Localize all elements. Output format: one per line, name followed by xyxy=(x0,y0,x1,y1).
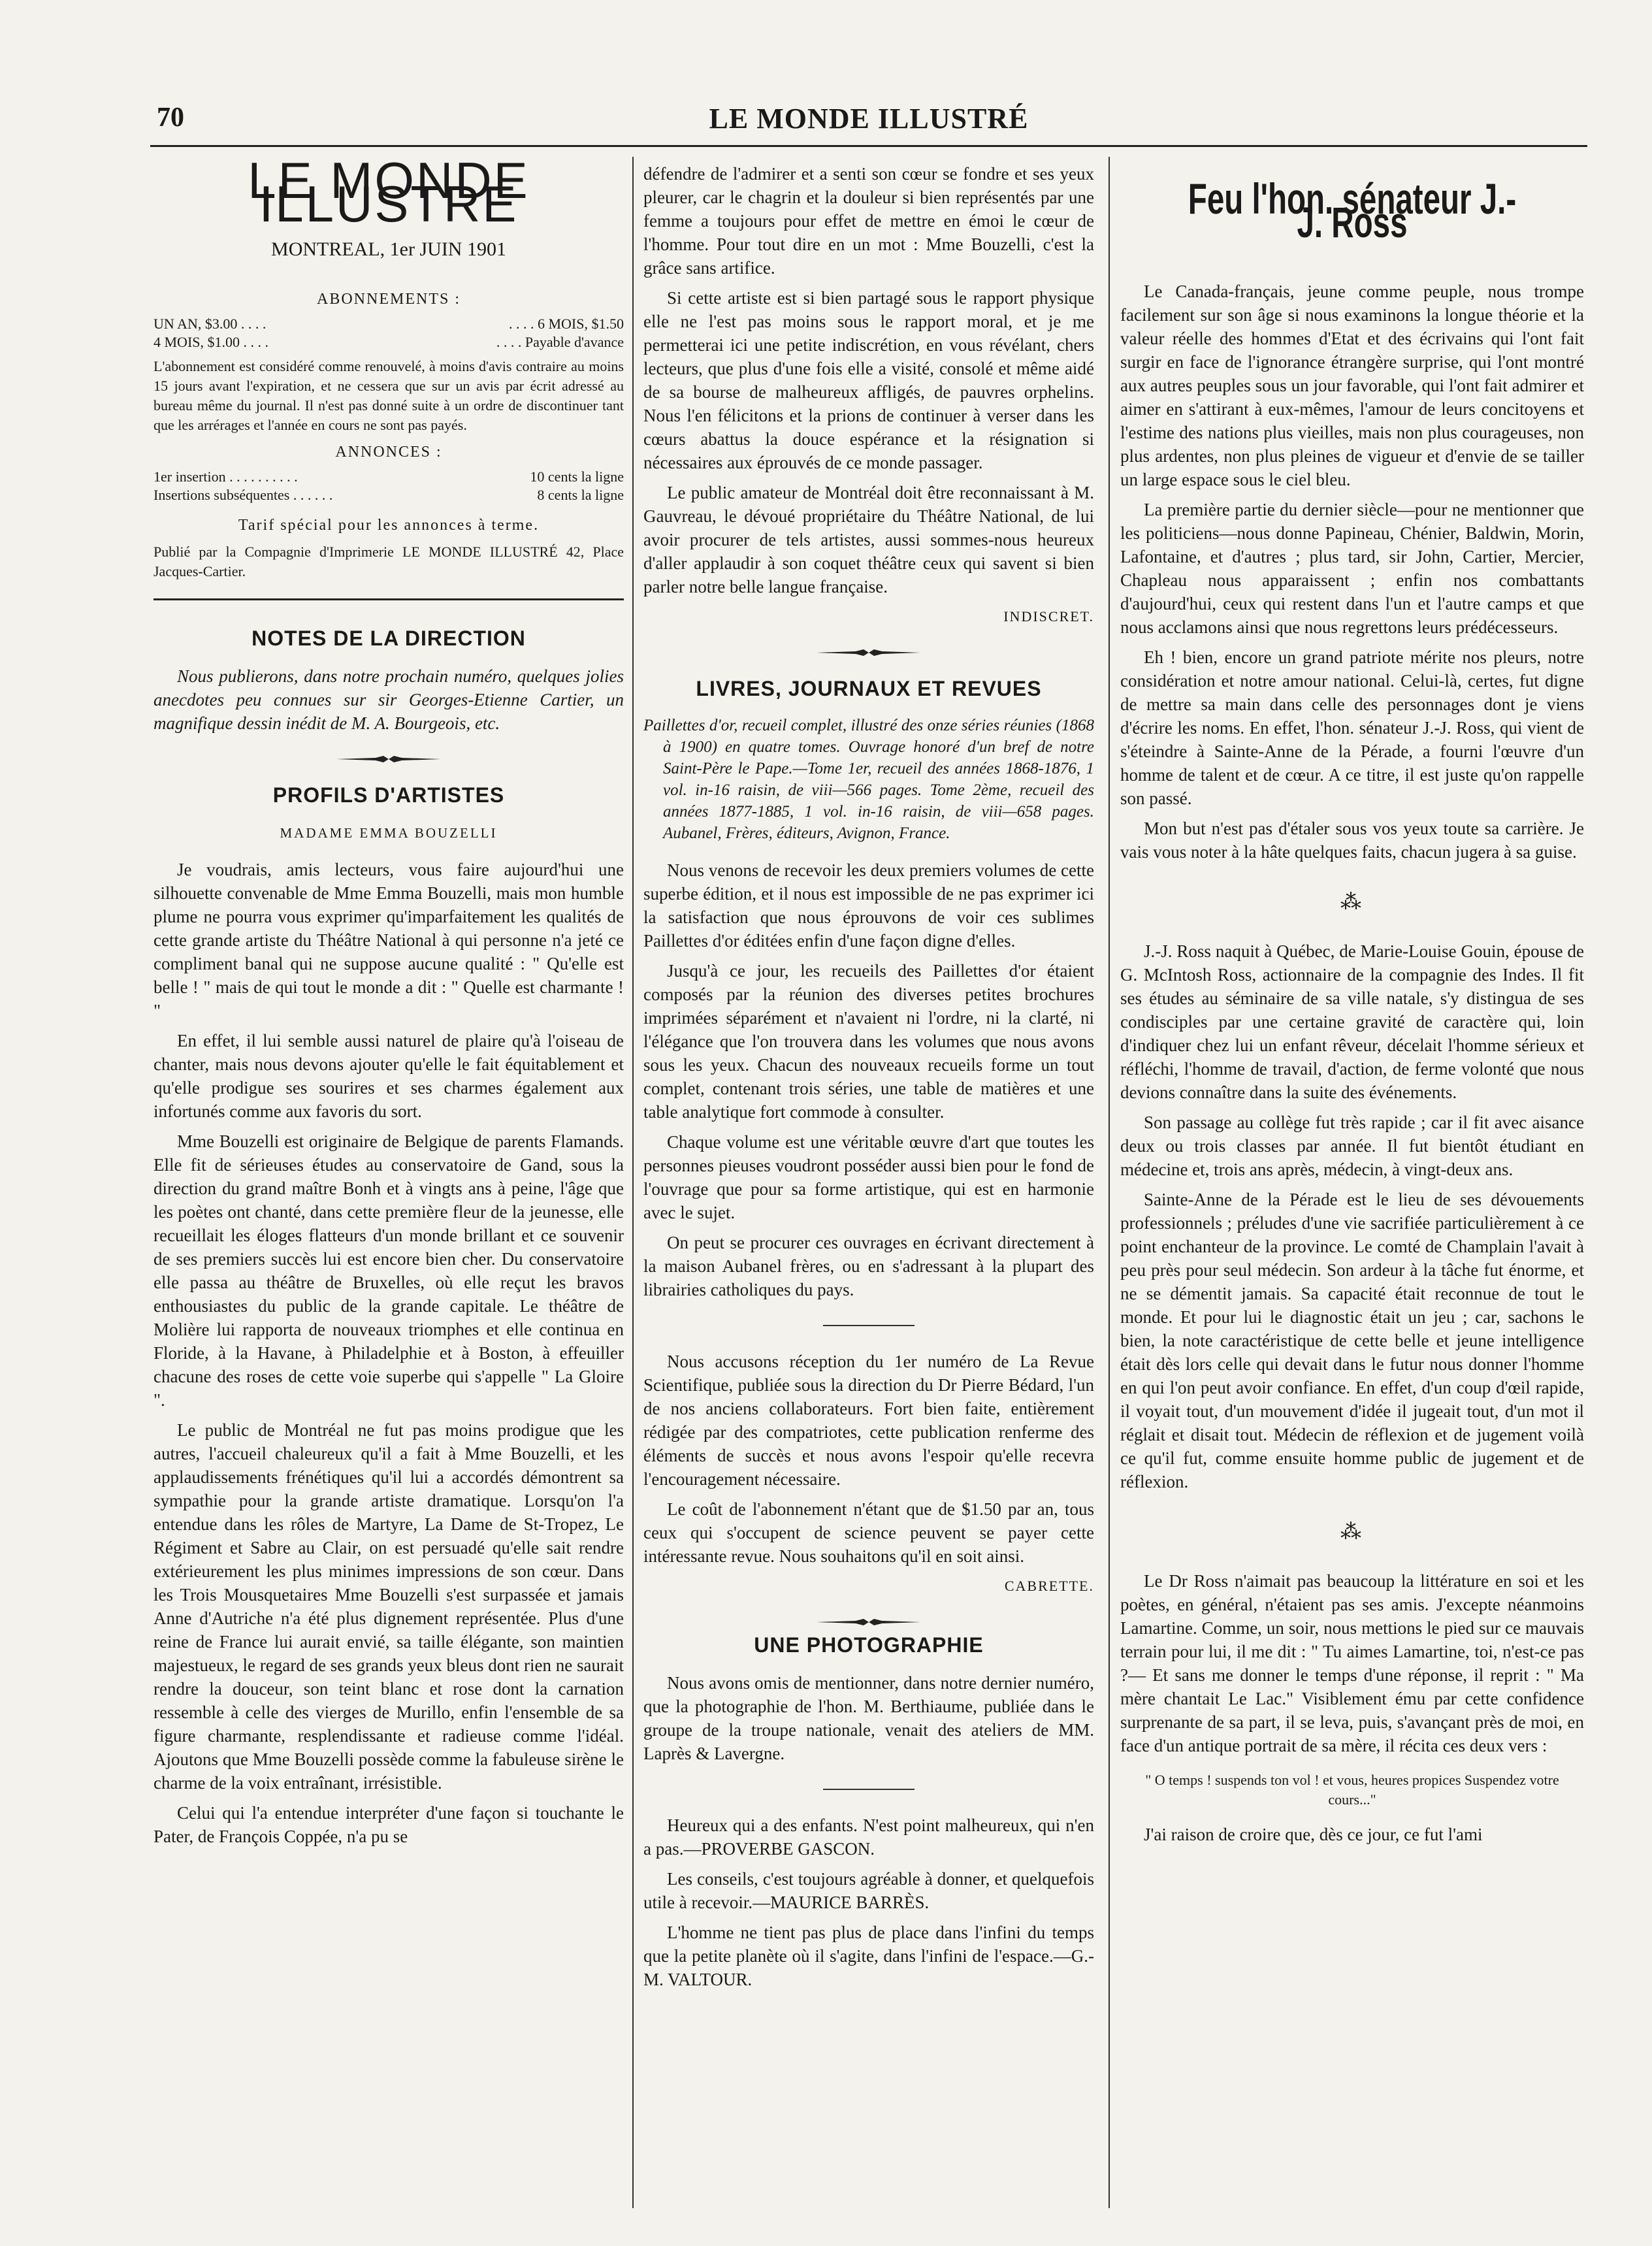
short-rule xyxy=(823,1325,915,1326)
ornament-divider xyxy=(643,1618,1094,1627)
ross-paragraph: Mon but n'est pas d'étaler sous vos yeux toute sa carrière. Je vais vous noter à la hâte quelques faits, chacun jugera à sa guise. xyxy=(1120,819,1584,862)
page-number: 70 xyxy=(157,103,184,133)
subscription-row xyxy=(154,315,624,333)
subscription-row xyxy=(154,333,624,351)
profils-continuation: défendre de l'admirer et a senti son cœur se fondre et ses yeux pleurer, car le chagrin et la douleur si bien représentés par une femme a toujours pour effet de mettre en émoi le cœur de l'homme. Pour tout dire en un mot : Mme Bouzelli, c'est la grâce sans artifice. xyxy=(643,164,1094,278)
maxim: L'homme ne tient pas plus de place dans l'infini du temps que la petite planète où il s'agite, dans l'infini de l'espace.—G.-M. VALTOUR. xyxy=(643,1923,1094,1989)
column-separator-1 xyxy=(632,157,634,2208)
ads-row xyxy=(154,468,624,486)
ross-paragraph: Sainte-Anne de la Pérade est le lieu de ses dévouements professionnels ; préludes d'une vie sacrifiée particulièrement à ce point enchanteur de la province. Le comté de Champlain l'avait à peu près pour seul médecin. Son ardeur à la tâche fut énorme, et ne se démentit jamais. Sa capacité était reconnue de tout le monde. Et pour lui le diagnostic était un jeu ; car, sachons le bien, la note caractéristique de cette belle et jeune intelligence était dès lors celle qui devait dans le futur nous donner l'homme en qui l'on peut avoir confiance. En effet, d'un coup d'œil rapide, il voyait tout, d'un mouvement d'idée il jugeait tout, d'un mot il réglait et disait tout. Médecin de réflexion et de jugement voilà ce qu'il fut, comme ensuite homme public de jugement et de réflexion. xyxy=(1120,1190,1584,1491)
livres-title: LIVRES, JOURNAUX ET REVUES xyxy=(696,677,1042,700)
running-head: LE MONDE ILLUSTRÉ xyxy=(709,103,1029,135)
ads-right: 8 cents la ligne xyxy=(537,487,624,503)
subscriptions-title: ABONNEMENTS : xyxy=(316,291,461,308)
ross-paragraph: Eh ! bien, encore un grand patriote mérite nos pleurs, notre considération et notre amour national. Celui-là, certes, fut digne de mettre sa main dans celle des personnages dont je viens d'écrire les noms. En effet, l'hon. sénateur J.-J. Ross, qui vient de s'éteindre à Sainte-Anne de la Pérade, a fourni l'œuvre d'un homme de talent et de cœur. A ce titre, il est juste qu'on rappelle son passé. xyxy=(1120,647,1584,808)
publisher-notice: Publié par la Compagnie d'Imprimerie LE MONDE ILLUSTRÉ 42, Place Jacques-Cartier. xyxy=(154,544,624,579)
profils-continuation: Si cette artiste est si bien partagé sous le rapport physique elle ne l'est pas moins sous le rapport moral, et je me permetterai ici une petite indiscrétion, en vous révélant, chers lecteurs, que plus d'une fois elle a visité, consolé et même aidé de sa bourse de malheureux affligés, de pauvres orphelins. Nous l'en félicitons et la prions de continuer à verser dans les cœurs abattus la douce espérance et la résignation si nécessaires aux éprouvés de ce monde passager. xyxy=(643,288,1094,472)
column-1 xyxy=(154,152,624,1855)
page-header xyxy=(157,98,1581,144)
ads-special: Tarif spécial pour les annonces à terme. xyxy=(238,517,540,534)
livres-paragraph: Jusqu'à ce jour, les recueils des Paillettes d'or étaient composés par la réunion des diverses petites brochures imprimées séparément et n'avaient ni l'ordre, ni la clarté, ni l'élégance que l'on trouvera dans les volumes que nous avons sous les yeux. Chacun des nouveaux recueils forme un tout complet, contenant trois séries, une table de matières et une table analytique fort commode à consulter. xyxy=(643,961,1094,1122)
ads-left: Insertions subséquentes . . . . . . xyxy=(154,487,333,503)
ads-right: 10 cents la ligne xyxy=(530,468,624,485)
livres-signature: CABRETTE. xyxy=(1004,1578,1094,1594)
livres-bibliography: Paillettes d'or, recueil complet, illustré des onze séries réunies (1868 à 1900) en quatre tomes. Ouvrage honoré d'un bref de notre Saint-Père le Pape.—Tome 1er, recueil des années 1868-1876, 1 vol. in-16 raisin, de viii—566 pages. Tome 2ème, recueil des années 1877-1885, 1 vol. in-16 raisin, de viii—658 pages. Aubanel, Frères, éditeurs, Avignon, France. xyxy=(643,717,1094,842)
column-separator-2 xyxy=(1109,157,1110,2208)
ross-paragraph: J.-J. Ross naquit à Québec, de Marie-Louise Gouin, épouse de G. McIntosh Ross, actionnaire de la compagnie des Indes. Il fit ses études au séminaire de sa ville natale, s'y distingua de ses condisciples par une certaine gravité de caractère qui, loin d'indiquer chez lui un enfant rêveur, décelait l'homme sérieux et réfléchi, l'homme de travail, d'action, de ferme volonté que nous devions connaître dans la suite des événements. xyxy=(1120,941,1584,1102)
profils-signature: INDISCRET. xyxy=(1003,608,1094,625)
notes-title: NOTES DE LA DIRECTION xyxy=(251,627,526,650)
ornament-divider xyxy=(643,648,1094,657)
profils-continuation: Le public amateur de Montréal doit être reconnaissant à M. Gauvreau, le dévoué propriétaire du Théâtre National, de lui avoir procurer de tels artistes, aussi sommes-nous heureux d'aller applaudir à son coquet théâtre ceux qui savent si bien parler notre belle langue française. xyxy=(643,483,1094,596)
dateline: MONTREAL, 1er JUIN 1901 xyxy=(271,238,506,260)
ross-paragraph: Son passage au collège fut très rapide ; car il fit avec aisance deux ou trois classes par année. Il fut bientôt étudiant en médecine et, trois ans après, médecin, à vingt-deux ans. xyxy=(1120,1113,1584,1179)
livres-paragraph: On peut se procurer ces ouvrages en écrivant directement à la maison Aubanel frères, ou en s'adressant à la plupart des librairies catholiques du pays. xyxy=(643,1233,1094,1299)
ross-paragraph: Le Canada-français, jeune comme peuple, nous trompe facilement sur son âge si nous examinons la longue théorie et la valeur réelle des hommes d'Etat et des écrivains qui l'ont fait surgir en face de l'ignorance étrangère surprise, qui l'ont montré aux autres peuples sous un jour favorable, qui l'ont fait admirer et aimer en s'attirant à eux-mêmes, l'amour de leurs concitoyens et l'estime des nations plus vieilles, mais non plus courageuses, non plus ardentes, non plus pleines de vigueur et d'envie de se tailler un large espace sous le ciel bleu. xyxy=(1120,282,1584,489)
profils-paragraph: Le public de Montréal ne fut pas moins prodigue que les autres, l'accueil chaleureux qu'il a fait à Mme Bouzelli, et les applaudissements frénétiques qu'il lui a accordés démontrent sa sympathie pour la grande artiste dramatique. Lorsqu'on l'a entendue dans les rôles de Martyre, La Dame de St-Tropez, Le Régiment et Sabre au Clair, on est persuadé qu'elle sait rendre extérieurement les plus minimes impressions de son cœur. Dans les Trois Mousquetaires Mme Bouzelli s'est surpassée et jamais Anne d'Autriche n'a été plus dignement représentée. Plus d'une reine de France lui aurait envié, sa taille élégante, son maintien majestueux, le regard de ses grands yeux bleus dont rien ne saurait rendre la douceur, son teint blanc et rose dont la carnation ressemble à celle des vierges de Murillo, enfin l'ensemble de sa figure charmante, resplendissante et radieuse comme l'idéal. Ajoutons que Mme Bouzelli possède comme la fabuleuse sirène le charme de la voix entraînant, irrésistible. xyxy=(154,1420,624,1793)
ornament-divider xyxy=(154,755,624,764)
header-rule xyxy=(150,145,1587,147)
column-2 xyxy=(643,162,1094,1998)
subscription-left: UN AN, $3.00 . . . . xyxy=(154,316,267,332)
subscription-right: . . . . Payable d'avance xyxy=(496,334,624,350)
masthead-rule xyxy=(154,598,624,600)
subscription-notice: L'abonnement est considéré comme renouvelé, à moins d'avis contraire au moins 15 jours avant l'expiration, et ne cessera que sur un avis par écrit adressé au bureau même du journal. Il n'est pas donné suite à un ordre de discontinuer tant que les arrérages et l'année en cours ne sont pas payés. xyxy=(154,358,624,433)
maxim: Les conseils, c'est toujours agréable à donner, et quelquefois utile à recevoir.—MAURICE BARRÈS. xyxy=(643,1869,1094,1912)
livres-paragraph: Chaque volume est une véritable œuvre d'art que toutes les personnes pieuses voudront posséder aussi bien pour le fond de l'ouvrage que pour sa forme artistique, qui est en harmonie avec le sujet. xyxy=(643,1132,1094,1222)
photo-text: Nous avons omis de mentionner, dans notre dernier numéro, que la photographie de l'hon. M. Berthiaume, publiée dans le groupe de la troupe nationale, venait des ateliers de MM. Laprès & Lavergne. xyxy=(643,1673,1094,1763)
ross-paragraph: Le Dr Ross n'aimait pas beaucoup la littérature en soi et les poètes, en général, n'étaient pas ses amis. J'excepte néanmoins Lamartine. Comme, un soir, nous mettions le pied sur ce mauvais terrain pour lui, il me dit : " Tu aimes Lamartine, toi, n'est-ce pas ?— Et sans me donner le temps d'une réponse, il reprit : " Ma mère chantait Le Lac." Visiblement ému par cette confidence surprenante de sa part, il se leva, puis, s'avançant près de moi, en face d'un antique portrait de sa mère, il récita ces deux vers : xyxy=(1120,1571,1584,1755)
ross-paragraph: La première partie du dernier siècle—pour ne mentionner que les politiciens—nous donne Papineau, Chénier, Baldwin, Morin, Lafontaine, et d'autres ; plus tard, sir John, Cartier, Mercier, Chapleau nous apparaissent ; enfin nos combattants d'aujourd'hui, ceux qui restent dans l'un et l'autre camps et que nous acclamons ainsi que nous regrettons leurs prédécesseurs. xyxy=(1120,500,1584,637)
verse-quote: " O temps ! suspends ton vol ! et vous, heures propices Suspendez votre cours..." xyxy=(1145,1772,1559,1808)
profils-paragraph: Celui qui l'a entendue interpréter d'une façon si touchante le Pater, de François Coppée, n'a pu se xyxy=(154,1803,624,1846)
notes-text: Nous publierons, dans notre prochain numéro, quelques jolies anecdotes peu connues sur sir Georges-Etienne Cartier, un magnifique dessin inédit de M. A. Bourgeois, etc. xyxy=(154,666,624,733)
profils-paragraph: Je voudrais, amis lecteurs, vous faire aujourd'hui une silhouette convenable de Mme Emma Bouzelli, mais mon humble plume ne pourra vous exprimer qu'imparfaitement les qualités de cette grande artiste du Théâtre National à qui personne n'a jeté ce compliment banal qui ne suppose aucune qualité : " Qu'elle est belle ! " mais de qui tout le monde a dit : " Quelle est charmante ! " xyxy=(154,860,624,1020)
short-rule xyxy=(823,1789,915,1790)
profils-title: PROFILS D'ARTISTES xyxy=(272,783,505,807)
column-3 xyxy=(1120,162,1584,1853)
ads-left: 1er insertion . . . . . . . . . . xyxy=(154,468,298,485)
subscription-left: 4 MOIS, $1.00 . . . . xyxy=(154,334,269,350)
asterism: ⁂ xyxy=(1340,890,1364,913)
ads-title: ANNONCES : xyxy=(335,444,442,461)
revue-paragraph: Le coût de l'abonnement n'étant que de $1.50 par an, tous ceux qui s'occupent de science peuvent se payer cette intéressante revue. Nous souhaitons qu'il en soit ainsi. xyxy=(643,1499,1094,1566)
profils-paragraph: Mme Bouzelli est originaire de Belgique de parents Flamands. Elle fit de sérieuses études au conservatoire de Gand, sous la direction du grand maître Bonh et à vingts ans à peine, l'âge que les poètes ont chanté, dans cette première fleur de la jeunesse, elle recueillait les éloges flatteurs d'un monde brillant et ce souvenir de ses premiers succès lui est encore bien cher. Du conservatoire elle passa au théâtre de Bruxelles, où elle reçut les bravos enthousiastes du public de la grande capitale. Le théâtre de Molière lui rapporta de nouveaux triomphes et elle continua en Floride, à la Havane, à Philadelphie et à Boston, à effeuiller chacune des roses de cette voie superbe qui s'appelle " La Gloire ". xyxy=(154,1131,624,1410)
livres-paragraph: Nous venons de recevoir les deux premiers volumes de cette superbe édition, et il nous est impossible de ne pas exprimer ici la satisfaction que nous éprouvons de voir ces sublimes Paillettes d'or éditées enfin d'une façon digne d'elles. xyxy=(643,860,1094,951)
masthead-title: LE MONDE ILLUSTRE xyxy=(248,152,530,233)
profils-subtitle: MADAME EMMA BOUZELLI xyxy=(280,825,498,841)
subscription-right: . . . . 6 MOIS, $1.50 xyxy=(508,316,624,332)
ads-row xyxy=(154,486,624,504)
profils-paragraph: En effet, il lui semble aussi naturel de plaire qu'à l'oiseau de chanter, mais nous devons ajouter qu'elle le fait équitablement et qu'elle prodigue ses sourires et ses charmes également aux infortunés comme aux favoris du sort. xyxy=(154,1031,624,1121)
maxim: Heureux qui a des enfants. N'est point malheureux, qui n'en a pas.—PROVERBE GASCON. xyxy=(643,1815,1094,1859)
asterism: ⁂ xyxy=(1340,1520,1364,1543)
revue-paragraph: Nous accusons réception du 1er numéro de La Revue Scientifique, publiée sous la direction du Dr Pierre Bédard, l'un de nos anciens collaborateurs. Fort bien faite, entièrement rédigée par des compatriotes, cette publication renferme des éléments de succès et nous avons l'espoir qu'elle recevra l'encouragement nécessaire. xyxy=(643,1352,1094,1489)
photo-title: UNE PHOTOGRAPHIE xyxy=(754,1633,984,1657)
ross-paragraph: J'ai raison de croire que, dès ce jour, ce fut l'ami xyxy=(1144,1825,1483,1844)
ross-title: Feu l'hon. sénateur J.-J. Ross xyxy=(1188,174,1517,246)
